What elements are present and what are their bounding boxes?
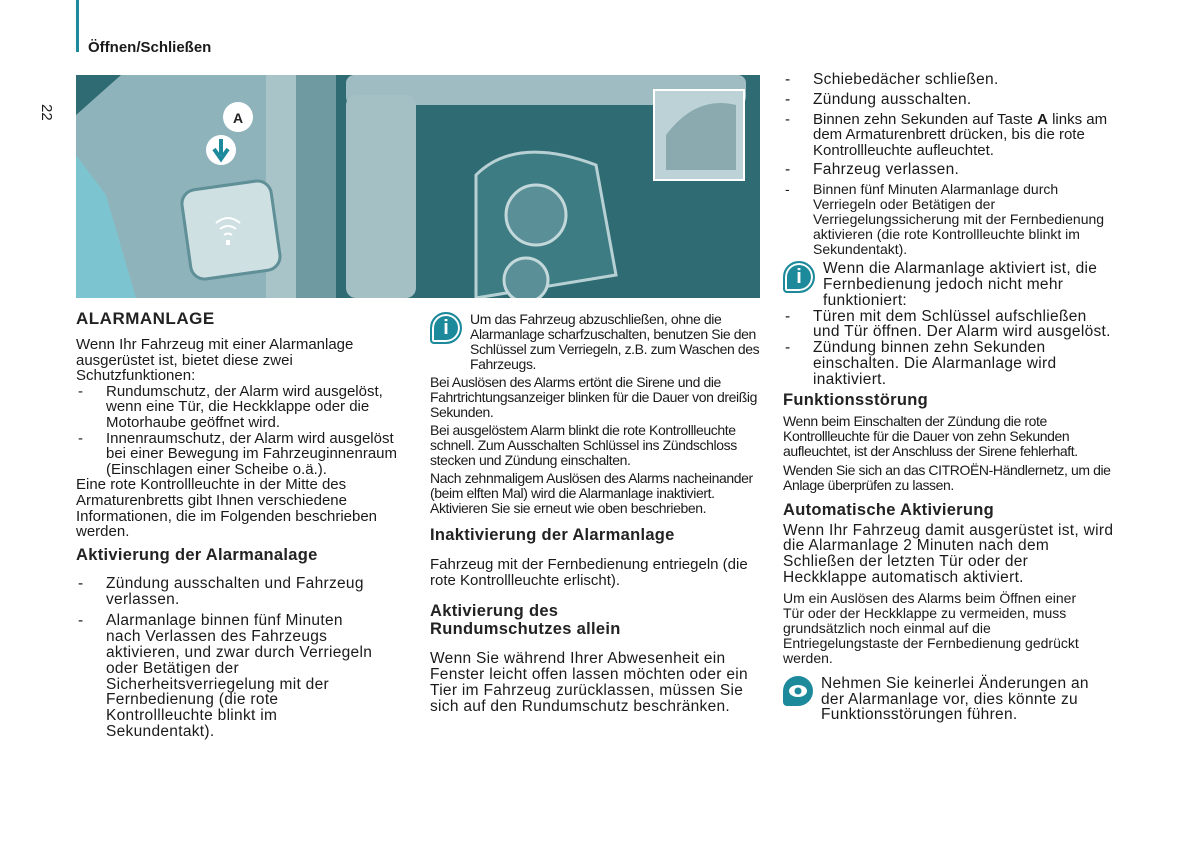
step-text: links am dem Armaturenbrett drücken, bis die rote Kontrollleuchte aufleuchtet. xyxy=(813,110,1108,159)
paragraph: Wenn beim Einschalten der Zündung die rote Kontrollleuchte für die Dauer von zehn Sekunden aufleuchtet, ist der Anschluss der Sirene fehlerhaft. xyxy=(783,412,1078,459)
paragraph: Bei ausgelöstem Alarm blinkt die rote Kontrollleuchte schnell. Zum Ausschalten Schlüssel ins Zündschloss stecken und Zündung einschalten. xyxy=(430,422,737,468)
activation-steps-list xyxy=(76,576,376,740)
activation-heading: Aktivierung der Alarmanalage xyxy=(76,545,318,564)
auto-activation-text: Wenn Ihr Fahrzeug damit ausgerüstet ist, wird die Alarmanlage 2 Minuten nach dem Schließen der letzten Tür oder der Heckklappe automatisch aktiviert. xyxy=(783,521,1114,586)
list-item xyxy=(783,112,1115,159)
step-text: Binnen zehn Sekunden auf Taste xyxy=(813,110,1033,128)
warning-text: Nehmen Sie keinerlei Änderungen an der Alarmanlage vor, dies könnte zu Funktionsstörungen führen. xyxy=(821,674,1089,724)
list-item: - Zündung ausschalten. xyxy=(783,92,1115,108)
alarm-heading: ALARMANLAGE xyxy=(76,309,215,328)
intro-text: Wenn Ihr Fahrzeug mit einer Alarmanlage ausgerüstet ist, bietet diese zwei Schutzfunktionen: xyxy=(76,336,354,385)
outro-text: Eine rote Kontrollleuchte in der Mitte des Armaturenbretts gibt Ihnen verschiedene Informationen, die im Folgenden beschrieben werden. xyxy=(76,476,378,541)
middle-column xyxy=(430,312,762,714)
paragraph: Wenden Sie sich an das CITROËN-Händlernetz, um die Anlage überprüfen zu lassen. xyxy=(783,461,1111,493)
list-item: - Schiebedächer schließen. xyxy=(783,72,1115,88)
remote-failure-steps xyxy=(783,309,1115,388)
info-note xyxy=(783,261,1115,308)
perimeter-steps-list xyxy=(783,72,1115,257)
deactivation-text: Fahrzeug mit der Fernbedienung entriegeln (die rote Kontrollleuchte erlischt). xyxy=(430,556,748,589)
eye-warning-icon xyxy=(783,676,813,706)
list-item: - Binnen fünf Minuten Alarmanlage durch Verriegeln oder Betätigen der Verriegelungssicherung mit der Fernbedienung aktivieren (die rote Kontrollleuchte blinkt im Sekundentakt). xyxy=(783,182,1115,257)
section-accent-bar xyxy=(76,0,79,52)
callout-label-a: A xyxy=(232,110,244,126)
list-item: - Rundumschutz, der Alarm wird ausgelöst, wenn eine Tür, die Heckklappe oder die Motorhaube geöffnet wird. xyxy=(76,384,411,431)
auto-activation-note: Um ein Auslösen des Alarms beim Öffnen einer Tür oder der Heckklappe zu vermeiden, muss grundsätzlich noch einmal auf die Entriegelungstaste der Fernbedienung gedrückt werden. xyxy=(783,589,1079,666)
list-item: - Fahrzeug verlassen. xyxy=(783,162,1115,178)
auto-activation-heading: Automatische Aktivierung xyxy=(783,500,995,519)
list-item: - Alarmanlage binnen fünf Minuten nach Verlassen des Fahrzeugs aktivieren, und zwar durch Verriegeln oder Betätigen der Sicherheitsverriegelung mit der Fernbedienung (die rote Kontrollleuchte blinkt im Sekundentakt). xyxy=(76,613,376,739)
list-item: - Zündung ausschalten und Fahrzeug verlassen. xyxy=(76,576,376,608)
malfunction-heading: Funktionsstörung xyxy=(783,390,929,409)
section-title: Öffnen/Schließen xyxy=(88,39,212,56)
info-icon: i xyxy=(783,261,815,293)
list-item: - Innenraumschutz, der Alarm wird ausgelöst bei einer Bewegung im Fahrzeuginnenraum (Einschlagen einer Scheibe o.ä.). xyxy=(76,431,411,478)
info-note xyxy=(430,312,762,372)
right-column xyxy=(783,72,1115,723)
page-number: 22 xyxy=(38,104,55,121)
left-column xyxy=(76,309,411,740)
dashboard-drawing xyxy=(76,75,760,298)
key-a-label: A xyxy=(1037,110,1048,128)
paragraph: Nach zehnmaligem Auslösen des Alarms nacheinander (beim elften Mal) wird die Alarmanlage inaktiviert. Aktivieren Sie sie erneut wie oben beschrieben. xyxy=(430,470,753,516)
deactivation-heading: Inaktivierung der Alarmanlage xyxy=(430,526,675,544)
list-item: - Türen mit dem Schlüssel aufschließen und Tür öffnen. Der Alarm wird ausgelöst. xyxy=(783,309,1115,341)
protection-functions-list xyxy=(76,384,411,478)
warning-note xyxy=(783,676,1115,723)
paragraph: Bei Auslösen des Alarms ertönt die Sirene und die Fahrtrichtungsanzeiger blinken für die Dauer von dreißig Sekunden. xyxy=(430,374,758,420)
perimeter-text: Wenn Sie während Ihrer Abwesenheit ein Fenster leicht offen lassen möchten oder ein Tier im Fahrzeug zurücklassen, müssen Sie sich auf den Rundumschutz beschränken. xyxy=(430,650,748,715)
perimeter-heading: Aktivierung des Rundumschutzes allein xyxy=(430,602,621,639)
info-note-text: Wenn die Alarmanlage aktiviert ist, die Fernbedienung jedoch nicht mehr funktioniert: xyxy=(823,260,1098,309)
list-item: - Zündung binnen zehn Sekunden einschalten. Die Alarmanlage wird inaktiviert. xyxy=(783,340,1115,387)
dashboard-illustration xyxy=(76,75,760,298)
info-note-text: Um das Fahrzeug abzuschließen, ohne die Alarmanlage scharfzuschalten, benutzen Sie den Schlüssel zum Verriegeln, z.B. zum Waschen des Fahrzeugs. xyxy=(470,311,760,372)
info-icon: i xyxy=(430,312,462,344)
